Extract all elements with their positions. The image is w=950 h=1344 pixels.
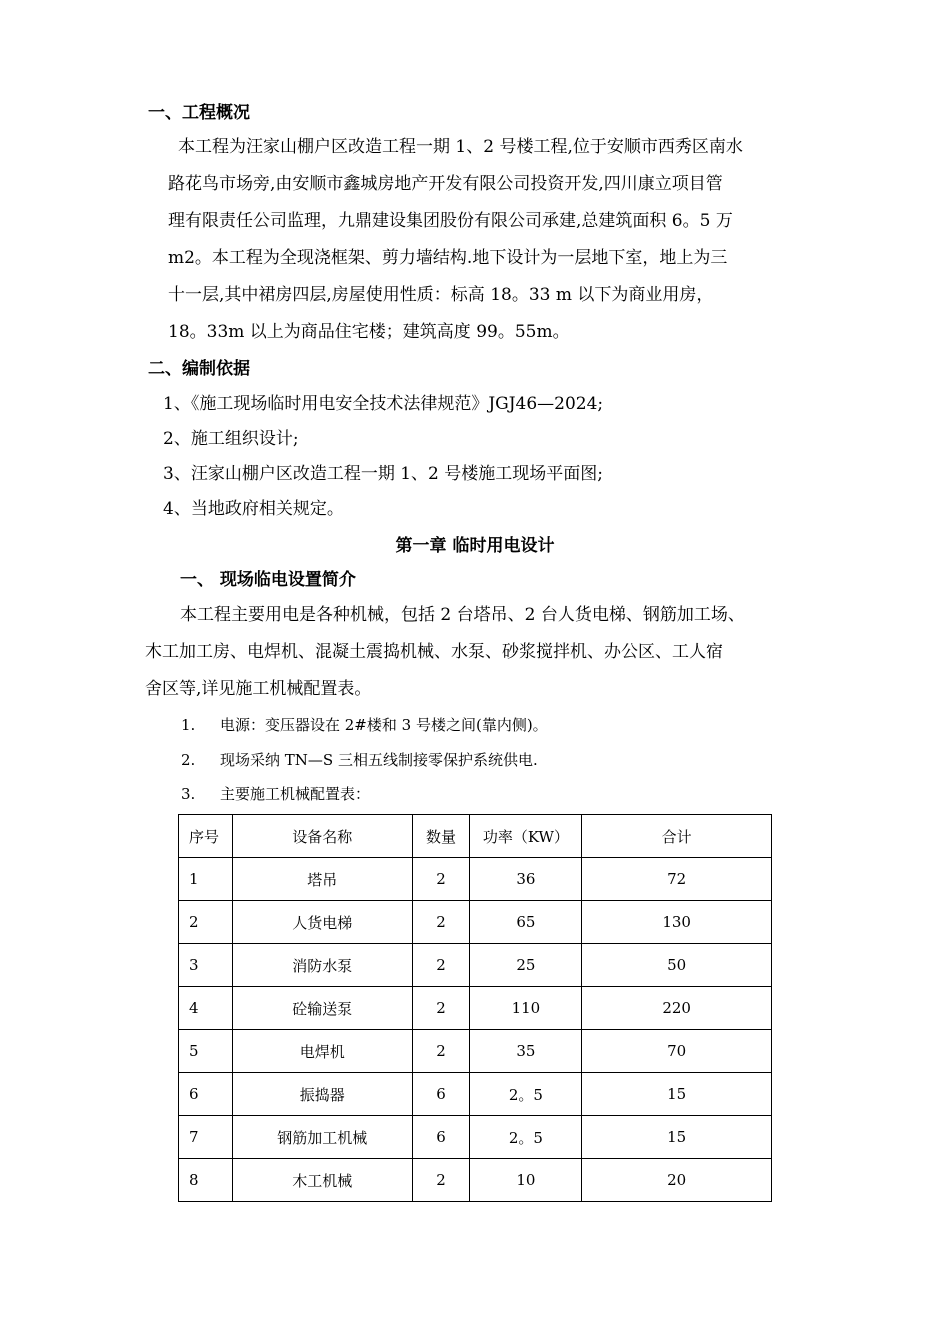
table-row (179, 1030, 772, 1073)
table-row (179, 1159, 772, 1202)
table-cell: 5 (179, 1030, 233, 1073)
table-cell: 50 (582, 944, 772, 987)
section-heading-overview: 一、工程概况 (148, 103, 250, 123)
chapter-title: 第一章 临时用电设计 (395, 536, 555, 556)
table-cell: 1 (179, 858, 233, 901)
table-cell: 2 (412, 1159, 470, 1202)
table-cell: 6 (412, 1073, 470, 1116)
table-cell: 电焊机 (232, 1030, 412, 1073)
numbered-item-text: 现场采纳 TN—S 三相五线制接零保护系统供电. (220, 751, 538, 769)
overview-line: 理有限责任公司监理，九鼎建设集团股份有限公司承建,总建筑面积 6。5 万 (168, 211, 733, 231)
table-cell: 7 (179, 1116, 233, 1159)
table-row (179, 901, 772, 944)
table-cell: 20 (582, 1159, 772, 1202)
table-cell: 65 (470, 901, 582, 944)
header-cell: 功率（KW） (470, 815, 582, 858)
table-cell: 2 (412, 1030, 470, 1073)
table-cell: 15 (582, 1116, 772, 1159)
overview-line: 18。33m 以上为商品住宅楼；建筑高度 99。55m。 (168, 322, 570, 342)
table-cell: 2 (412, 944, 470, 987)
table-cell: 4 (179, 987, 233, 1030)
table-row (179, 858, 772, 901)
table-cell: 振捣器 (232, 1073, 412, 1116)
basis-item: 1、《施工现场临时用电安全技术法律规范》JGJ46—2024; (163, 394, 604, 414)
table-cell: 2 (412, 901, 470, 944)
table-cell: 110 (470, 987, 582, 1030)
table-cell: 钢筋加工机械 (232, 1116, 412, 1159)
overview-line: 本工程为汪家山棚户区改造工程一期 1、2 号楼工程,位于安顺市西秀区南水 (178, 137, 743, 157)
header-cell: 序号 (179, 815, 233, 858)
table-cell: 35 (470, 1030, 582, 1073)
table-cell: 220 (582, 987, 772, 1030)
table-cell: 2。5 (470, 1116, 582, 1159)
table-cell: 8 (179, 1159, 233, 1202)
overview-line: 十一层,其中裙房四层,房屋使用性质：标高 18。33 m 以下为商业用房， (168, 285, 714, 305)
header-cell: 数量 (412, 815, 470, 858)
table-header-row (179, 815, 772, 858)
overview-line: 路花鸟市场旁,由安顺市鑫城房地产开发有限公司投资开发,四川康立项目管 (168, 174, 723, 194)
numbered-item-text: 主要施工机械配置表： (220, 785, 371, 803)
header-cell: 设备名称 (232, 815, 412, 858)
table-cell: 2 (412, 858, 470, 901)
table-cell: 70 (582, 1030, 772, 1073)
table-cell: 72 (582, 858, 772, 901)
table-cell: 130 (582, 901, 772, 944)
section-heading-basis: 二、编制依据 (148, 359, 250, 379)
numbered-item-number: 3. (181, 785, 196, 803)
header-cell: 合计 (582, 815, 772, 858)
table-cell: 10 (470, 1159, 582, 1202)
overview-line: m2。本工程为全现浇框架、剪力墙结构.地下设计为一层地下室，地上为三 (168, 248, 728, 268)
table-cell: 塔吊 (232, 858, 412, 901)
sub-heading: 一、 现场临电设置简介 (180, 570, 356, 590)
table-cell: 25 (470, 944, 582, 987)
numbered-item-text: 电源：变压器设在 2#楼和 3 号楼之间(靠内侧)。 (220, 716, 548, 734)
table-row (179, 1116, 772, 1159)
table-row (179, 987, 772, 1030)
table-cell: 6 (412, 1116, 470, 1159)
table-cell: 6 (179, 1073, 233, 1116)
table-cell: 砼输送泵 (232, 987, 412, 1030)
numbered-item-number: 2. (181, 751, 196, 769)
table-cell: 36 (470, 858, 582, 901)
machinery-config-table (178, 814, 772, 1202)
numbered-item-number: 1. (181, 716, 196, 734)
intro-line: 舍区等,详见施工机械配置表。 (145, 679, 372, 699)
table-cell: 消防水泵 (232, 944, 412, 987)
table-cell: 木工机械 (232, 1159, 412, 1202)
table-cell: 2。5 (470, 1073, 582, 1116)
basis-item: 4、当地政府相关规定。 (163, 499, 344, 519)
table-row (179, 944, 772, 987)
table-row (179, 1073, 772, 1116)
table-cell: 人货电梯 (232, 901, 412, 944)
basis-item: 2、施工组织设计; (163, 429, 299, 449)
table-cell: 2 (412, 987, 470, 1030)
table-cell: 3 (179, 944, 233, 987)
intro-line: 本工程主要用电是各种机械，包括 2 台塔吊、2 台人货电梯、钢筋加工场、 (180, 605, 745, 625)
table-cell: 15 (582, 1073, 772, 1116)
intro-line: 木工加工房、电焊机、混凝土震捣机械、水泵、砂浆搅拌机、办公区、工人宿 (145, 642, 723, 662)
table-cell: 2 (179, 901, 233, 944)
basis-item: 3、汪家山棚户区改造工程一期 1、2 号楼施工现场平面图; (163, 464, 603, 484)
